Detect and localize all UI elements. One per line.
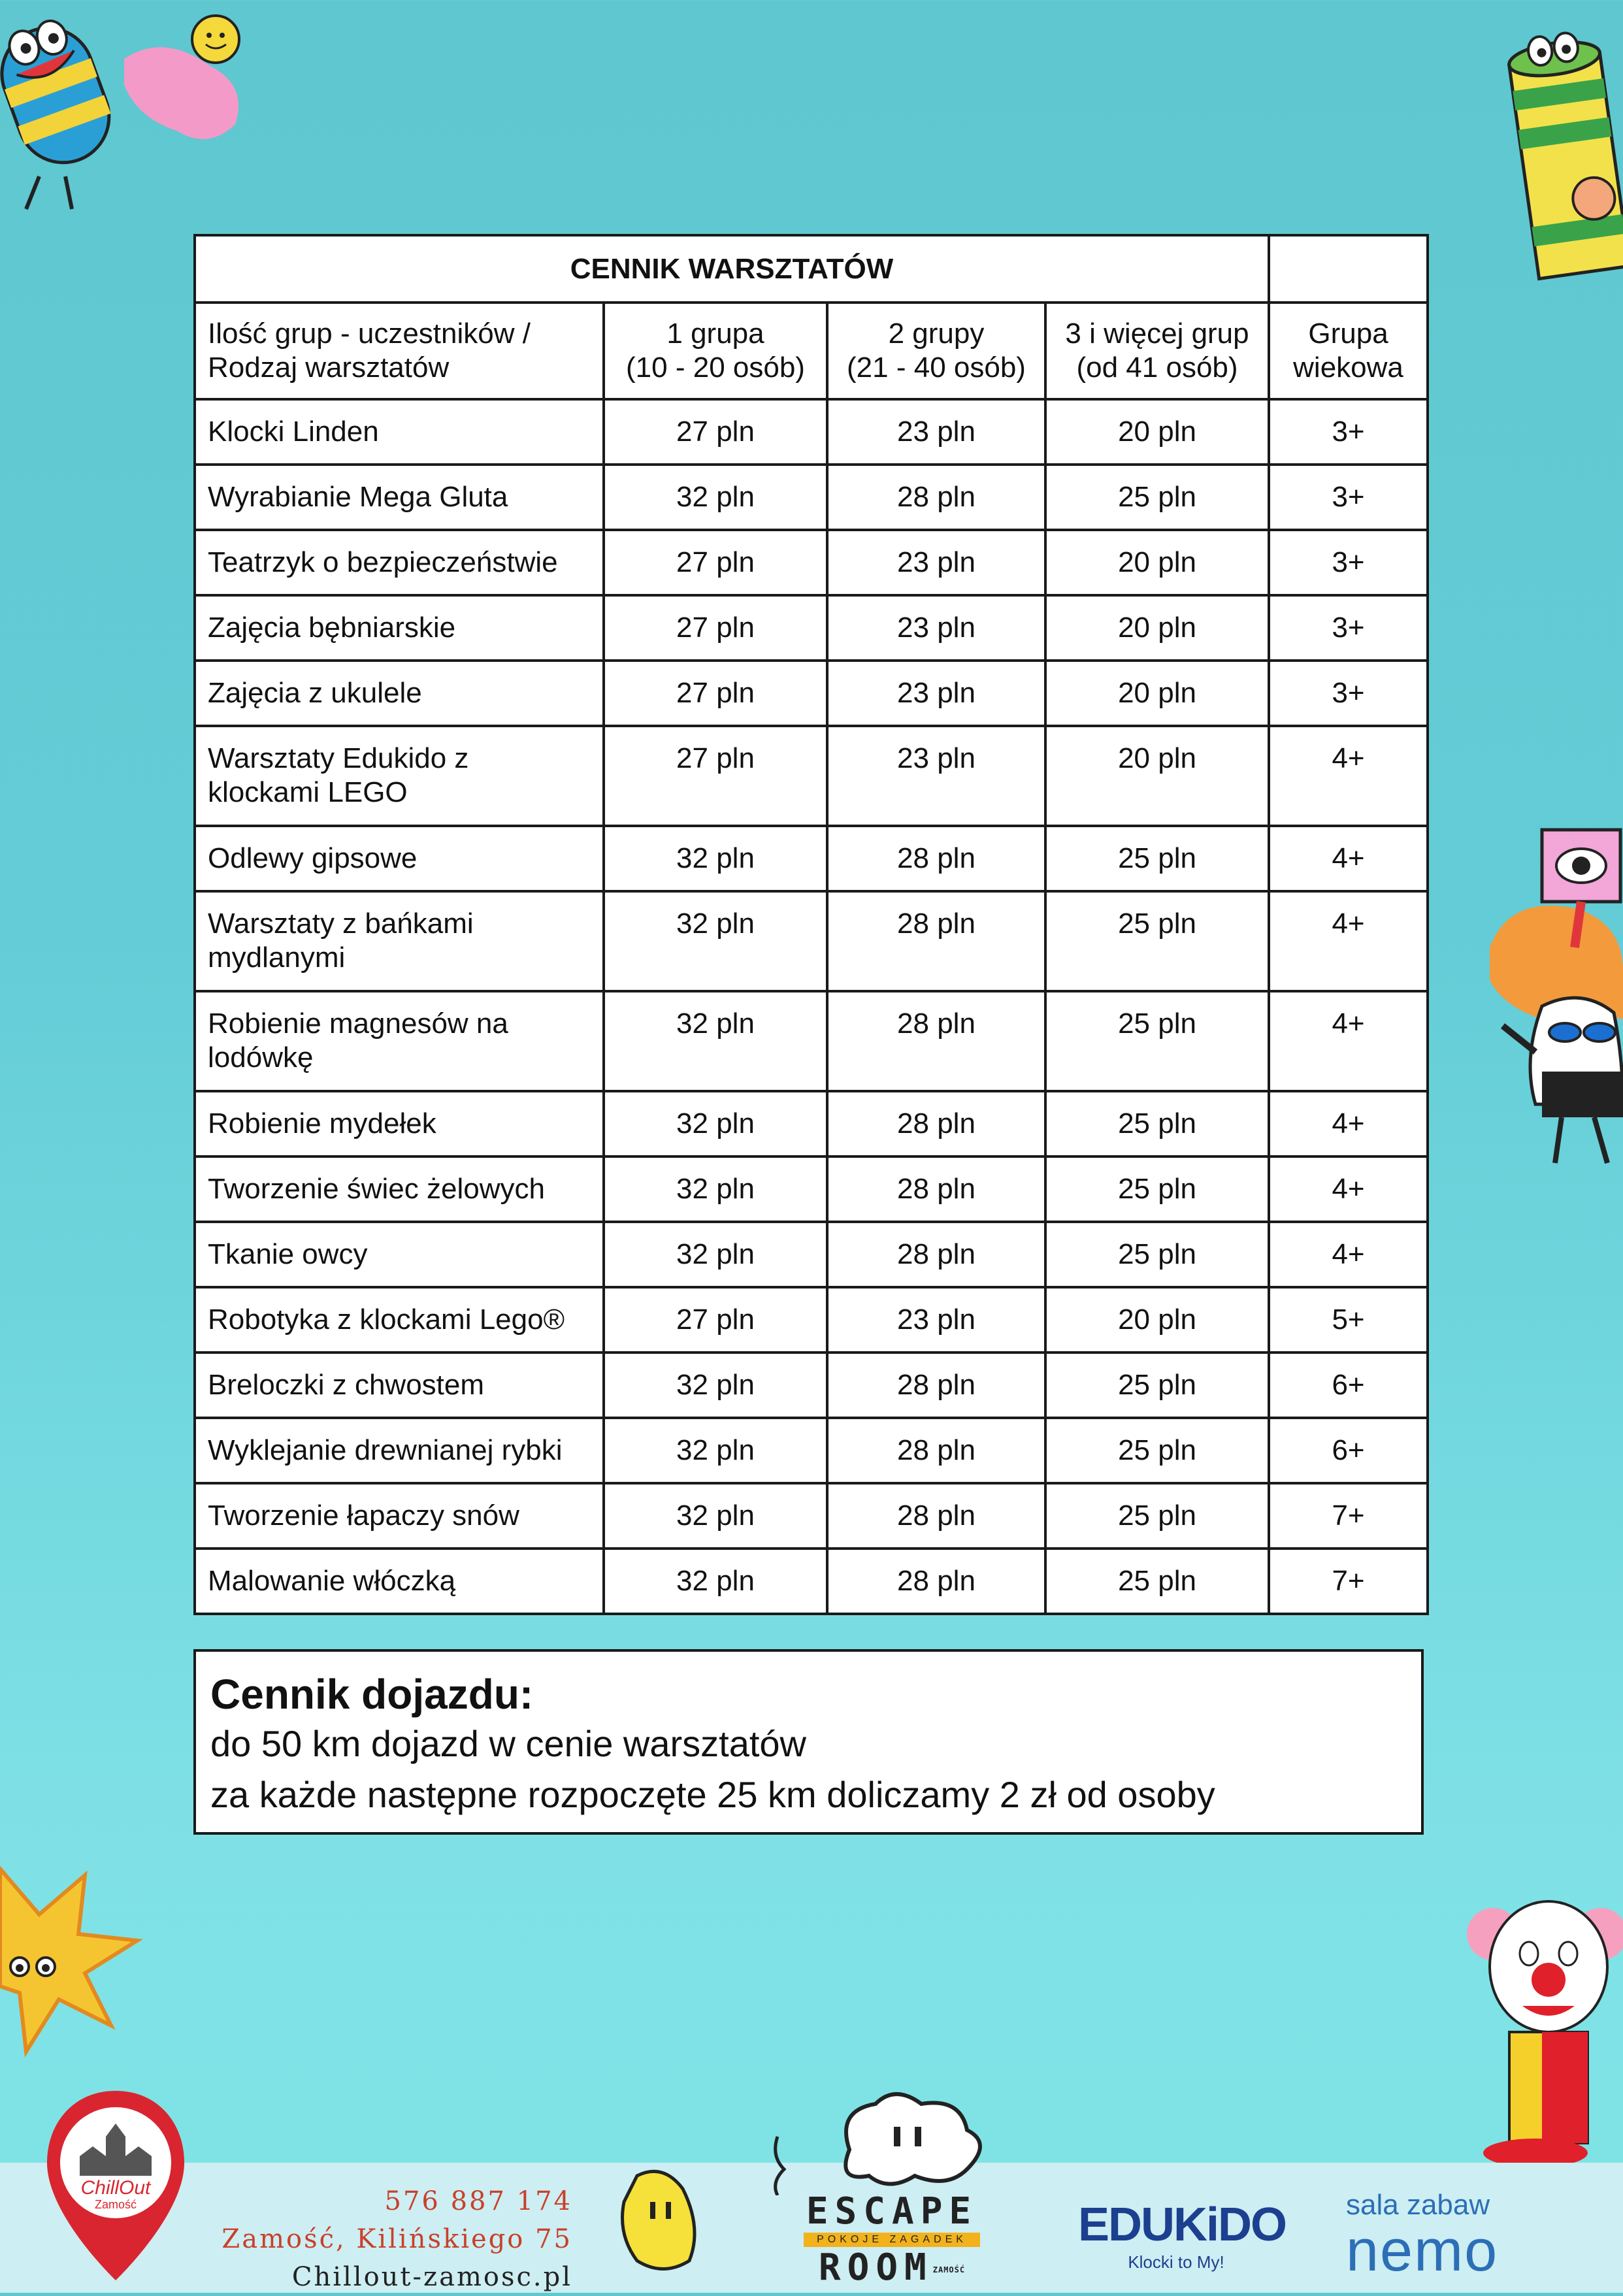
price-three-plus-cell: 25 pln	[1045, 1549, 1269, 1614]
price-three-plus-cell: 25 pln	[1045, 1156, 1269, 1222]
price-three-plus-cell: 20 pln	[1045, 661, 1269, 726]
price-two-groups-cell: 28 pln	[827, 1549, 1045, 1614]
edukido-logo: EDUKiDO Klocki to My!	[1078, 2199, 1287, 2272]
header-three-plus-groups: 3 i więcej grup (od 41 osób)	[1045, 303, 1269, 399]
age-group-cell: 4+	[1269, 991, 1428, 1091]
price-one-group-cell: 32 pln	[604, 991, 827, 1091]
price-three-plus-cell: 25 pln	[1045, 465, 1269, 530]
table-row	[195, 1287, 1428, 1353]
workshop-name-cell: Zajęcia bębniarskie	[195, 595, 604, 661]
price-two-groups-cell: 28 pln	[827, 1483, 1045, 1549]
price-two-groups-cell: 28 pln	[827, 465, 1045, 530]
age-group-cell: 6+	[1269, 1418, 1428, 1483]
table-row	[195, 726, 1428, 826]
price-three-plus-cell: 25 pln	[1045, 1353, 1269, 1418]
table-row	[195, 1091, 1428, 1156]
price-three-plus-cell: 25 pln	[1045, 1483, 1269, 1549]
price-one-group-cell: 32 pln	[604, 1091, 827, 1156]
price-two-groups-cell: 28 pln	[827, 891, 1045, 991]
rice-ball-mascot-icon	[1483, 967, 1623, 1183]
price-two-groups-cell: 28 pln	[827, 1156, 1045, 1222]
workshop-name-cell: Tworzenie łapaczy snów	[195, 1483, 604, 1549]
price-two-groups-cell: 28 pln	[827, 1091, 1045, 1156]
workshop-name-cell: Warsztaty z bańkami mydlanymi	[195, 891, 604, 991]
price-one-group-cell: 27 pln	[604, 595, 827, 661]
price-three-plus-cell: 25 pln	[1045, 891, 1269, 991]
smiley-balloon-icon	[98, 7, 268, 157]
age-group-cell: 6+	[1269, 1353, 1428, 1418]
price-one-group-cell: 27 pln	[604, 530, 827, 595]
header-workshop-type: Ilość grup - uczestników / Rodzaj warsztatów	[195, 303, 604, 399]
price-two-groups-cell: 23 pln	[827, 595, 1045, 661]
yellow-blob-mascot-icon	[611, 2163, 709, 2280]
price-one-group-cell: 27 pln	[604, 1287, 827, 1353]
price-two-groups-cell: 23 pln	[827, 399, 1045, 465]
price-two-groups-cell: 28 pln	[827, 1418, 1045, 1483]
table-row	[195, 1353, 1428, 1418]
travel-cost-line-1: do 50 km dojazd w cenie warsztatów	[210, 1723, 806, 1764]
table-row	[195, 1418, 1428, 1483]
workshop-name-cell: Warsztaty Edukido z klockami LEGO	[195, 726, 604, 826]
workshop-name-cell: Malowanie włóczką	[195, 1549, 604, 1614]
table-row	[195, 991, 1428, 1091]
table-title: CENNIK WARSZTATÓW	[195, 235, 1269, 303]
location-pin-icon	[41, 2084, 191, 2293]
contact-phone[interactable]: 576 887 174	[384, 2186, 572, 2216]
price-two-groups-cell: 28 pln	[827, 826, 1045, 891]
price-three-plus-cell: 20 pln	[1045, 1287, 1269, 1353]
table-row	[195, 1222, 1428, 1287]
table-row	[195, 595, 1428, 661]
price-one-group-cell: 32 pln	[604, 1353, 827, 1418]
tin-can-creature-icon	[1496, 13, 1623, 287]
table-row	[195, 1156, 1428, 1222]
price-one-group-cell: 32 pln	[604, 1222, 827, 1287]
table-row	[195, 1483, 1428, 1549]
age-group-cell: 3+	[1269, 465, 1428, 530]
age-group-cell: 5+	[1269, 1287, 1428, 1353]
price-three-plus-cell: 20 pln	[1045, 530, 1269, 595]
price-three-plus-cell: 20 pln	[1045, 399, 1269, 465]
price-one-group-cell: 27 pln	[604, 726, 827, 826]
clown-icon	[1464, 1895, 1623, 2169]
age-group-cell: 3+	[1269, 399, 1428, 465]
price-three-plus-cell: 20 pln	[1045, 595, 1269, 661]
header-one-group: 1 grupa (10 - 20 osób)	[604, 303, 827, 399]
table-row	[195, 826, 1428, 891]
age-group-cell: 4+	[1269, 826, 1428, 891]
header-two-groups: 2 grupy (21 - 40 osób)	[827, 303, 1045, 399]
age-group-cell: 4+	[1269, 726, 1428, 826]
workshop-name-cell: Breloczki z chwostem	[195, 1353, 604, 1418]
age-group-cell: 3+	[1269, 530, 1428, 595]
price-one-group-cell: 32 pln	[604, 1156, 827, 1222]
price-two-groups-cell: 28 pln	[827, 1222, 1045, 1287]
price-one-group-cell: 27 pln	[604, 661, 827, 726]
contact-address: Zamość, Kilińskiego 75	[221, 2224, 572, 2254]
price-three-plus-cell: 25 pln	[1045, 1418, 1269, 1483]
table-row	[195, 399, 1428, 465]
workshop-name-cell: Wyklejanie drewnianej rybki	[195, 1418, 604, 1483]
nemo-logo: sala zabaw nemo	[1346, 2189, 1499, 2284]
workshop-name-cell: Robienie mydełek	[195, 1091, 604, 1156]
price-three-plus-cell: 20 pln	[1045, 726, 1269, 826]
workshop-name-cell: Odlewy gipsowe	[195, 826, 604, 891]
age-group-cell: 3+	[1269, 595, 1428, 661]
price-one-group-cell: 27 pln	[604, 399, 827, 465]
workshop-name-cell: Klocki Linden	[195, 399, 604, 465]
table-title-empty-cell	[1269, 235, 1428, 303]
contact-website[interactable]: Chillout-zamosc.pl	[291, 2262, 572, 2292]
price-two-groups-cell: 23 pln	[827, 726, 1045, 826]
workshop-name-cell: Tworzenie świec żelowych	[195, 1156, 604, 1222]
workshop-name-cell: Teatrzyk o bezpieczeństwie	[195, 530, 604, 595]
chillout-logo-sub: Zamość	[94, 2198, 137, 2211]
price-three-plus-cell: 25 pln	[1045, 1222, 1269, 1287]
age-group-cell: 4+	[1269, 891, 1428, 991]
price-one-group-cell: 32 pln	[604, 1483, 827, 1549]
star-creature-icon	[0, 1856, 150, 2065]
table-row	[195, 530, 1428, 595]
price-three-plus-cell: 25 pln	[1045, 1091, 1269, 1156]
price-one-group-cell: 32 pln	[604, 826, 827, 891]
table-row	[195, 891, 1428, 991]
age-group-cell: 4+	[1269, 1156, 1428, 1222]
workshop-name-cell: Wyrabianie Mega Gluta	[195, 465, 604, 530]
workshop-name-cell: Robienie magnesów na lodówkę	[195, 991, 604, 1091]
table-row	[195, 661, 1428, 726]
age-group-cell: 7+	[1269, 1483, 1428, 1549]
age-group-cell: 3+	[1269, 661, 1428, 726]
cloud-ghost-icon	[751, 2084, 993, 2195]
price-two-groups-cell: 23 pln	[827, 530, 1045, 595]
workshop-name-cell: Robotyka z klockami Lego®	[195, 1287, 604, 1353]
chillout-logo-text: ChillOut	[80, 2177, 151, 2199]
workshop-name-cell: Tkanie owcy	[195, 1222, 604, 1287]
table-title-row	[195, 235, 1428, 303]
price-one-group-cell: 32 pln	[604, 1418, 827, 1483]
table-row	[195, 1549, 1428, 1614]
price-one-group-cell: 32 pln	[604, 465, 827, 530]
contact-info	[221, 2182, 572, 2296]
price-one-group-cell: 32 pln	[604, 1549, 827, 1614]
table-header-row	[195, 303, 1428, 399]
age-group-cell: 7+	[1269, 1549, 1428, 1614]
workshop-price-table	[193, 234, 1429, 1615]
price-two-groups-cell: 28 pln	[827, 1353, 1045, 1418]
price-one-group-cell: 32 pln	[604, 891, 827, 991]
price-two-groups-cell: 23 pln	[827, 661, 1045, 726]
travel-cost-line-2: za każde następne rozpoczęte 25 km doliczamy 2 zł od osoby	[210, 1774, 1215, 1815]
age-group-cell: 4+	[1269, 1222, 1428, 1287]
workshop-name-cell: Zajęcia z ukulele	[195, 661, 604, 726]
price-three-plus-cell: 25 pln	[1045, 991, 1269, 1091]
price-two-groups-cell: 23 pln	[827, 1287, 1045, 1353]
price-three-plus-cell: 25 pln	[1045, 826, 1269, 891]
table-row	[195, 465, 1428, 530]
age-group-cell: 4+	[1269, 1091, 1428, 1156]
price-two-groups-cell: 28 pln	[827, 991, 1045, 1091]
travel-cost-title: Cennik dojazdu:	[210, 1671, 534, 1718]
travel-cost-box	[193, 1649, 1424, 1835]
header-age-group: Grupa wiekowa	[1269, 303, 1428, 399]
escape-room-logo: ESCAPE POKOJE ZAGADEK ROOMZAMOŚĆ	[784, 2192, 1000, 2289]
